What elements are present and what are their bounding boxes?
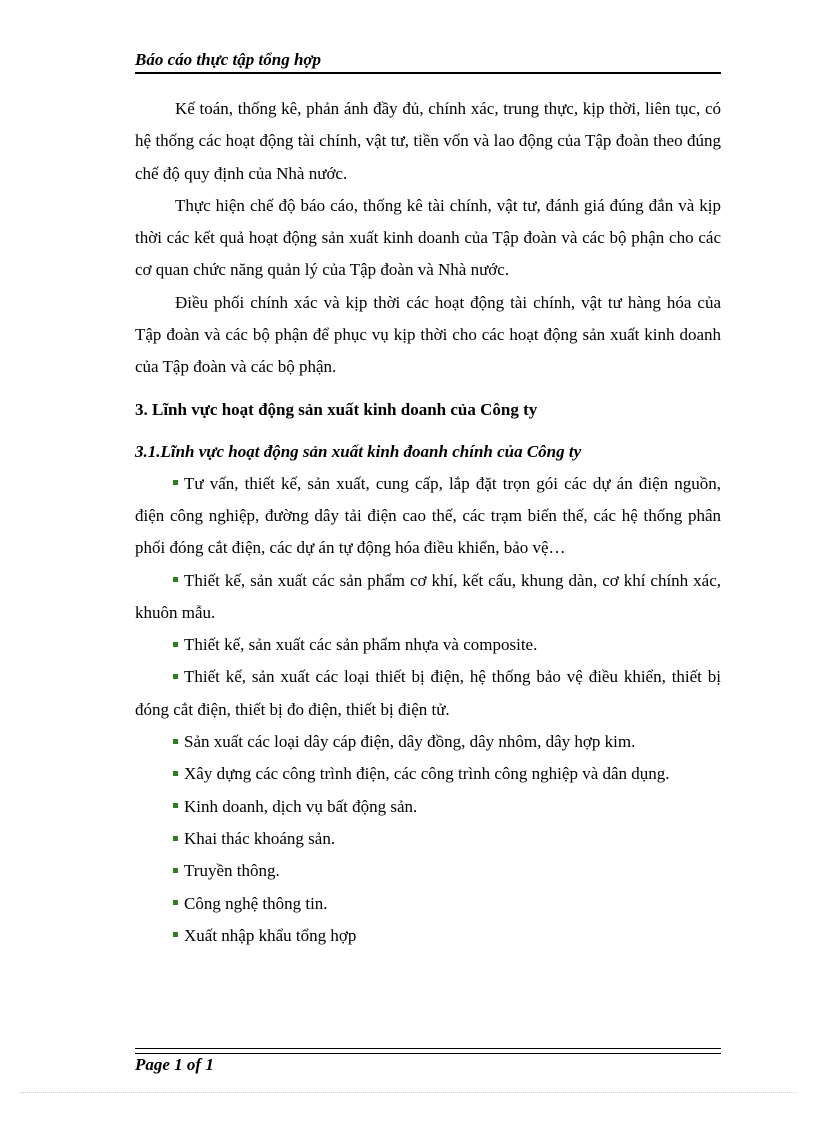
square-bullet-icon — [173, 868, 178, 873]
paragraph: Thực hiện chế độ báo cáo, thống kê tài chính, vật tư, đánh giá đúng đắn và kịp thời các kết quả hoạt động sản xuất kinh doanh của Tập đoàn và các bộ phận cho các cơ quan chức năng quản lý của Tập đoàn và Nhà nước. — [135, 195, 721, 280]
paragraph: Điều phối chính xác và kịp thời các hoạt động tài chính, vật tư hàng hóa của Tập đoàn và các bộ phận để phục vụ kịp thời cho các hoạt động sản xuất kinh doanh của Tập đoàn và các bộ phận. — [135, 292, 721, 377]
square-bullet-icon — [173, 642, 178, 647]
square-bullet-icon — [173, 577, 178, 582]
square-bullet-icon — [173, 674, 178, 679]
square-bullet-icon — [173, 803, 178, 808]
list-item-text: Kinh doanh, dịch vụ bất động sản. — [184, 796, 418, 816]
list-item-text: Khai thác khoáng sản. — [184, 828, 336, 848]
list-item-text: Công nghệ thông tin. — [184, 893, 328, 913]
list-item-text: Truyền thông. — [184, 861, 280, 881]
list-item — [135, 855, 721, 887]
list-item — [135, 565, 721, 630]
list-item-text: Xuất nhập khẩu tổng hợp — [184, 925, 357, 945]
square-bullet-icon — [173, 739, 178, 744]
list-item — [135, 468, 721, 565]
subsection-heading: 3.1.Lĩnh vực hoạt động sản xuất kinh đoanh chính của Công ty — [135, 441, 582, 461]
square-bullet-icon — [173, 900, 178, 905]
list-item — [135, 920, 721, 952]
section-heading: 3. Lĩnh vực hoạt động sản xuất kinh doanh của Công ty — [135, 399, 538, 419]
square-bullet-icon — [173, 480, 178, 485]
footer-divider — [135, 1048, 721, 1054]
square-bullet-icon — [173, 932, 178, 937]
list-item-text: Xây dựng các công trình điện, các công trình công nghiệp và dân dụng. — [184, 764, 670, 784]
list-item-text: Thiết kế, sản xuất các loại thiết bị điện, hệ thống bảo vệ điều khiển, thiết bị đóng cắt điện, thiết bị đo điện, thiết bị điện tử. — [135, 667, 721, 719]
document-body — [135, 93, 721, 952]
list-item — [135, 888, 721, 920]
page-number: Page 1 of 1 — [135, 1055, 214, 1074]
list-item — [135, 726, 721, 758]
paragraph: Kế toán, thống kê, phản ánh đầy đủ, chính xác, trung thực, kịp thời, liên tục, có hệ thống các hoạt động tài chính, vật tư, tiền vốn và lao động của Tập đoàn theo đúng chế độ quy định của Nhà nước. — [135, 99, 721, 183]
list-item — [135, 791, 721, 823]
page-edge-divider — [20, 1092, 796, 1093]
list-item-text: Thiết kế, sản xuất các sản phẩm nhựa và composite. — [184, 635, 538, 655]
list-item-text: Tư vấn, thiết kế, sản xuất, cung cấp, lắp đặt trọn gói các dự án điện nguồn, điện công nghiệp, đường dây tải điện cao thế, các trạm biến thế, các hệ thống phân phối đóng cắt điện, các dự án tự động hóa điều khiển, bảo vệ… — [135, 473, 721, 558]
square-bullet-icon — [173, 771, 178, 776]
list-item-text: Thiết kế, sản xuất các sản phẩm cơ khí, kết cấu, khung dàn, cơ khí chính xác, khuôn mẫu. — [135, 570, 721, 622]
page-header: Báo cáo thực tập tổng hợp — [135, 50, 721, 74]
list-item — [135, 823, 721, 855]
list-item-text: Sản xuất các loại dây cáp điện, dây đồng, dây nhôm, dây hợp kim. — [184, 732, 636, 752]
list-item — [135, 661, 721, 726]
list-item — [135, 629, 721, 661]
square-bullet-icon — [173, 836, 178, 841]
list-item — [135, 758, 721, 790]
